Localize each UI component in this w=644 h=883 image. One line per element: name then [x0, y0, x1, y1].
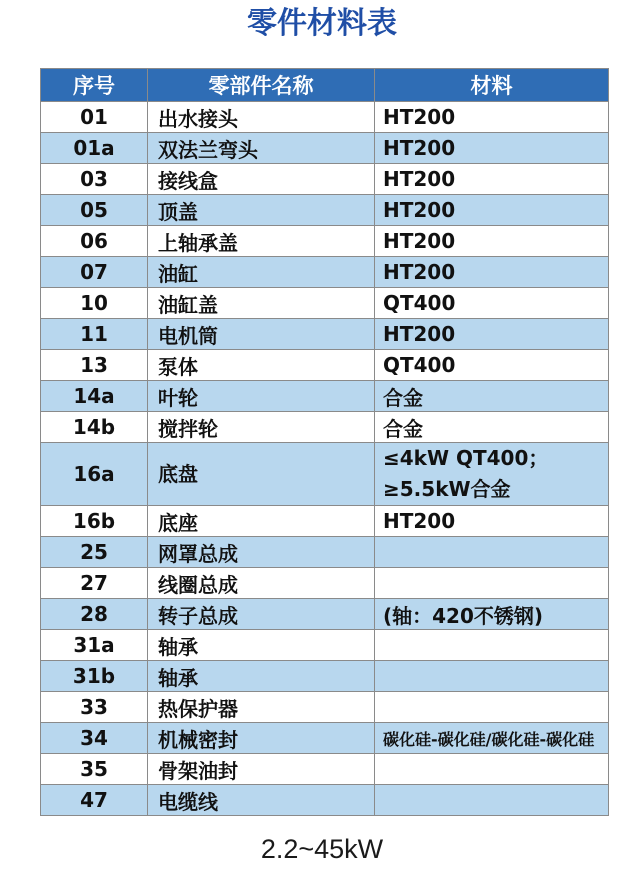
part-material: HT200: [375, 506, 609, 537]
table-row: [41, 164, 609, 195]
part-material: QT400: [375, 288, 609, 319]
table-row: [41, 443, 609, 506]
part-number: 47: [41, 785, 148, 816]
part-number: 16b: [41, 506, 148, 537]
part-name: 双法兰弯头: [148, 133, 375, 164]
part-material: HT200: [375, 102, 609, 133]
part-name: 轴承: [148, 661, 375, 692]
part-number: 10: [41, 288, 148, 319]
part-name: 接线盒: [148, 164, 375, 195]
table-row: [41, 537, 609, 568]
part-name: 骨架油封: [148, 754, 375, 785]
part-number: 25: [41, 537, 148, 568]
part-material: HT200: [375, 195, 609, 226]
table-row: [41, 661, 609, 692]
part-material: (轴：420不锈钢): [375, 599, 609, 630]
table-row: [41, 319, 609, 350]
part-name: 上轴承盖: [148, 226, 375, 257]
material-line-2: ≥5.5kW合金: [383, 477, 511, 501]
table-row: [41, 754, 609, 785]
table-row: [41, 257, 609, 288]
part-material: HT200: [375, 164, 609, 195]
part-name: 电缆线: [148, 785, 375, 816]
table-row: [41, 195, 609, 226]
part-name: 轴承: [148, 630, 375, 661]
part-number: 14a: [41, 381, 148, 412]
column-header-part-name: 零部件名称: [148, 69, 375, 102]
table-row: [41, 381, 609, 412]
part-number: 14b: [41, 412, 148, 443]
column-header-material: 材料: [375, 69, 609, 102]
part-material: [375, 443, 609, 506]
table-row: [41, 102, 609, 133]
part-material: QT400: [375, 350, 609, 381]
part-name: 热保护器: [148, 692, 375, 723]
part-name: 泵体: [148, 350, 375, 381]
part-name: 电机筒: [148, 319, 375, 350]
table-row: [41, 599, 609, 630]
part-material: [375, 692, 609, 723]
part-name: 底座: [148, 506, 375, 537]
table-row: [41, 692, 609, 723]
part-name: 底盘: [148, 443, 375, 506]
part-number: 28: [41, 599, 148, 630]
table-header-row: [41, 69, 609, 102]
part-material: [375, 630, 609, 661]
part-number: 01: [41, 102, 148, 133]
part-material: 合金: [375, 381, 609, 412]
part-material: HT200: [375, 226, 609, 257]
part-name: 网罩总成: [148, 537, 375, 568]
part-name: 转子总成: [148, 599, 375, 630]
table-row: [41, 568, 609, 599]
part-number: 13: [41, 350, 148, 381]
table-row: [41, 506, 609, 537]
part-name: 顶盖: [148, 195, 375, 226]
part-name: 线圈总成: [148, 568, 375, 599]
parts-material-table: [40, 68, 609, 816]
part-name: 油缸盖: [148, 288, 375, 319]
table-row: [41, 350, 609, 381]
material-line-1: ≤4kW QT400；: [383, 446, 549, 470]
part-name: 出水接头: [148, 102, 375, 133]
table-row: [41, 226, 609, 257]
part-material: [375, 661, 609, 692]
part-material: HT200: [375, 133, 609, 164]
table-row: [41, 785, 609, 816]
part-material: 碳化硅-碳化硅/碳化硅-碳化硅: [375, 723, 609, 754]
part-number: 35: [41, 754, 148, 785]
part-number: 31a: [41, 630, 148, 661]
part-name: 叶轮: [148, 381, 375, 412]
part-number: 06: [41, 226, 148, 257]
page-title: 零件材料表: [247, 6, 397, 41]
part-material: HT200: [375, 257, 609, 288]
part-name: 油缸: [148, 257, 375, 288]
table-row: [41, 723, 609, 754]
table-row: [41, 133, 609, 164]
table-row: [41, 630, 609, 661]
part-number: 27: [41, 568, 148, 599]
table-row: [41, 412, 609, 443]
part-number: 05: [41, 195, 148, 226]
part-material: [375, 568, 609, 599]
part-number: 03: [41, 164, 148, 195]
part-name: 机械密封: [148, 723, 375, 754]
part-material: [375, 537, 609, 568]
power-range-caption: 2.2~45kW: [260, 834, 384, 864]
part-material: HT200: [375, 319, 609, 350]
table-row: [41, 288, 609, 319]
part-name: 搅拌轮: [148, 412, 375, 443]
part-material: [375, 754, 609, 785]
part-number: 11: [41, 319, 148, 350]
part-number: 33: [41, 692, 148, 723]
part-material: 合金: [375, 412, 609, 443]
part-number: 31b: [41, 661, 148, 692]
part-material: [375, 785, 609, 816]
part-number: 01a: [41, 133, 148, 164]
part-number: 16a: [41, 443, 148, 506]
column-header-number: 序号: [41, 69, 148, 102]
part-number: 07: [41, 257, 148, 288]
part-number: 34: [41, 723, 148, 754]
